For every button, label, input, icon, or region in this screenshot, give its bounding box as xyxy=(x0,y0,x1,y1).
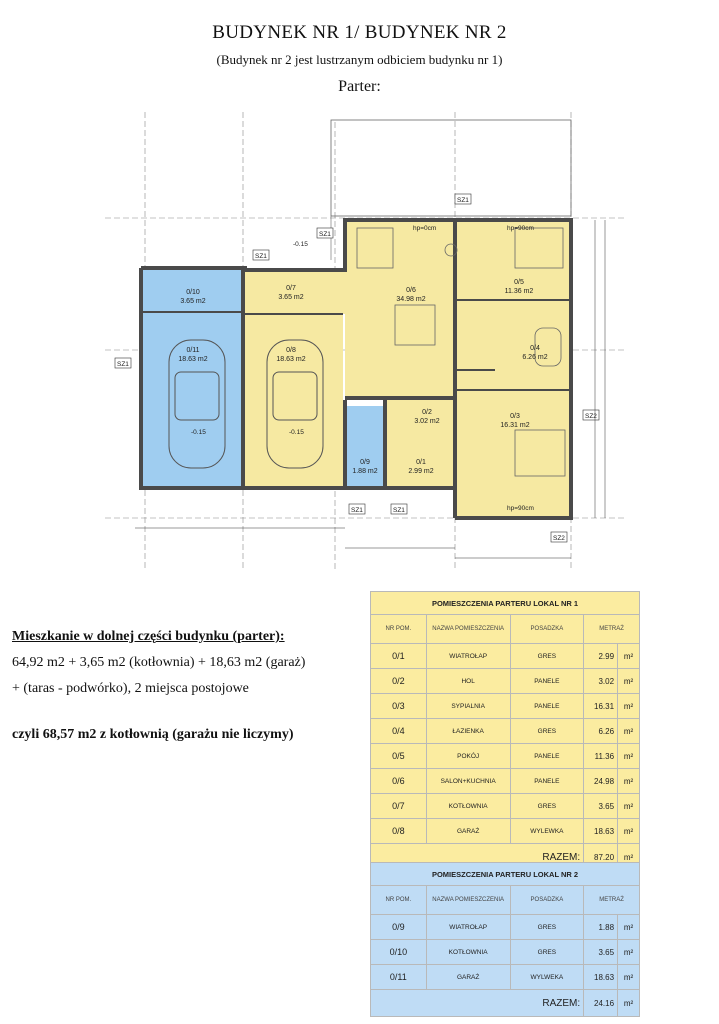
room-flooring: WYLEWKA xyxy=(510,819,584,844)
room-name: SALON+KUCHNIA xyxy=(426,769,510,794)
room-area: 3.65 xyxy=(584,940,618,965)
plan-room-area: 3.65 m2 xyxy=(180,298,206,305)
plan-room-label: 0/5 xyxy=(514,279,524,286)
plan-room-area: 18.63 m2 xyxy=(178,356,208,363)
table-row xyxy=(371,819,640,844)
area-unit: m² xyxy=(618,694,640,719)
room-number: 0/4 xyxy=(371,719,427,744)
room-name: HOL xyxy=(426,669,510,694)
plan-room-label: 0/4 xyxy=(530,345,540,352)
column-header: POSADZKA xyxy=(510,886,584,915)
description-line: + (taras - podwórko), 2 miejsca postojowe xyxy=(12,680,249,696)
level-mark: -0.15 xyxy=(293,241,308,248)
plan-room-area: 11.36 m2 xyxy=(504,288,534,295)
room-flooring: PANELE xyxy=(510,744,584,769)
plan-room-area: 3.02 m2 xyxy=(414,418,440,425)
room-area: 3.02 xyxy=(584,669,618,694)
room-area: 11.36 xyxy=(584,744,618,769)
room-flooring: GRES xyxy=(510,940,584,965)
plan-room-area: 3.65 m2 xyxy=(278,294,304,301)
area-unit: m² xyxy=(618,990,640,1017)
plan-room-area: 34.98 m2 xyxy=(396,296,426,303)
room-number: 0/6 xyxy=(371,769,427,794)
window-marker: SZ2 xyxy=(553,535,565,542)
room-name: KOTŁOWNIA xyxy=(426,794,510,819)
table-row xyxy=(371,669,640,694)
plan-room-area: 6.26 m2 xyxy=(522,354,548,361)
table-row xyxy=(371,965,640,990)
plan-room-label: 0/6 xyxy=(406,287,416,294)
area-unit: m² xyxy=(618,769,640,794)
room-area: 16.31 xyxy=(584,694,618,719)
room-name: GARAŻ xyxy=(426,965,510,990)
column-header: NAZWA POMIESZCZENIA xyxy=(426,886,510,915)
area-unit: m² xyxy=(618,844,640,871)
plan-room-area: 16.31 m2 xyxy=(500,422,530,429)
room-area: 1.88 xyxy=(584,915,618,940)
height-note: hp=90cm xyxy=(507,505,534,512)
room-flooring: WYLWEKA xyxy=(510,965,584,990)
apartment-description xyxy=(12,624,362,748)
room-name: POKÓJ xyxy=(426,744,510,769)
room-flooring: GRES xyxy=(510,794,584,819)
room-area: 6.26 xyxy=(584,719,618,744)
room-flooring: PANELE xyxy=(510,769,584,794)
rooms-table-unit-2 xyxy=(370,862,640,1017)
page-title: BUDYNEK NR 1/ BUDYNEK NR 2 xyxy=(212,22,507,43)
height-note: hp=0cm xyxy=(413,225,437,232)
room-flooring: GRES xyxy=(510,719,584,744)
room-flooring: PANELE xyxy=(510,694,584,719)
window-marker: SZ1 xyxy=(117,361,129,368)
window-marker: SZ1 xyxy=(255,253,267,260)
column-header: NR POM. xyxy=(371,615,427,644)
room-name: WIATROŁAP xyxy=(426,915,510,940)
rooms-table-unit-1 xyxy=(370,591,640,871)
page-subtitle: (Budynek nr 2 jest lustrzanym odbiciem budynku nr 1) xyxy=(216,52,503,67)
room-flooring: GRES xyxy=(510,915,584,940)
room-number: 0/11 xyxy=(371,965,427,990)
plan-room-label: 0/3 xyxy=(510,413,520,420)
plan-room-label: 0/7 xyxy=(286,285,296,292)
room-number: 0/9 xyxy=(371,915,427,940)
room-number: 0/7 xyxy=(371,794,427,819)
table-row xyxy=(371,794,640,819)
room-name: WIATROŁAP xyxy=(426,644,510,669)
column-header: POSADZKA xyxy=(510,615,584,644)
table-total-row xyxy=(371,990,640,1017)
area-unit: m² xyxy=(618,940,640,965)
area-unit: m² xyxy=(618,719,640,744)
table-row xyxy=(371,940,640,965)
table-row xyxy=(371,694,640,719)
room-number: 0/5 xyxy=(371,744,427,769)
column-header: METRAŻ xyxy=(584,615,640,644)
table-row xyxy=(371,744,640,769)
room-area: 24.98 xyxy=(584,769,618,794)
height-note: hp=90cm xyxy=(507,225,534,232)
table-caption: POMIESZCZENIA PARTERU LOKAL NR 2 xyxy=(371,863,640,886)
plan-room-label: 0/9 xyxy=(360,459,370,466)
table-row xyxy=(371,915,640,940)
room-number: 0/1 xyxy=(371,644,427,669)
room-area: 2.99 xyxy=(584,644,618,669)
room-flooring: PANELE xyxy=(510,669,584,694)
description-line: 64,92 m2 + 3,65 m2 (kotłownia) + 18,63 m2 (garaż) xyxy=(12,654,306,670)
room-number: 0/2 xyxy=(371,669,427,694)
table-caption: POMIESZCZENIA PARTERU LOKAL NR 1 xyxy=(371,592,640,615)
plan-room-area: 18.63 m2 xyxy=(276,356,306,363)
room-flooring: GRES xyxy=(510,644,584,669)
room-area: 3.65 xyxy=(584,794,618,819)
area-unit: m² xyxy=(618,819,640,844)
room-name: GARAŻ xyxy=(426,819,510,844)
plan-room-label: 0/11 xyxy=(186,347,200,354)
room-name: SYPIALNIA xyxy=(426,694,510,719)
area-unit: m² xyxy=(618,744,640,769)
window-marker: SZ1 xyxy=(319,231,331,238)
floor-label: Parter: xyxy=(338,78,381,95)
area-unit: m² xyxy=(618,644,640,669)
total-area: 87.20 xyxy=(584,844,618,871)
plan-room-label: 0/1 xyxy=(416,459,426,466)
window-marker: SZ1 xyxy=(393,507,405,514)
room-area: 18.63 xyxy=(584,965,618,990)
plan-room-label: 0/2 xyxy=(422,409,432,416)
room-area: 18.63 xyxy=(584,819,618,844)
total-label: RAZEM: xyxy=(371,990,584,1017)
description-heading: Mieszkanie w dolnej części budynku (parter): xyxy=(12,629,285,644)
room-number: 0/3 xyxy=(371,694,427,719)
area-unit: m² xyxy=(618,965,640,990)
plan-room-label: 0/8 xyxy=(286,347,296,354)
window-marker: SZ2 xyxy=(585,413,597,420)
floor-plan xyxy=(95,100,635,578)
area-unit: m² xyxy=(618,794,640,819)
column-header: METRAŻ xyxy=(584,886,640,915)
level-mark: -0.15 xyxy=(289,429,304,436)
plan-room-area: 1.88 m2 xyxy=(352,468,378,475)
room-name: KOTŁOWNIA xyxy=(426,940,510,965)
table-row xyxy=(371,719,640,744)
description-summary: czyli 68,57 m2 z kotłownią (garażu nie liczymy) xyxy=(12,726,294,742)
plan-room-area: 2.99 m2 xyxy=(408,468,434,475)
room-number: 0/10 xyxy=(371,940,427,965)
column-header: NR POM. xyxy=(371,886,427,915)
total-area: 24.16 xyxy=(584,990,618,1017)
level-mark: -0.15 xyxy=(191,429,206,436)
area-unit: m² xyxy=(618,669,640,694)
room-number: 0/8 xyxy=(371,819,427,844)
window-marker: SZ1 xyxy=(351,507,363,514)
room-name: ŁAZIENKA xyxy=(426,719,510,744)
total-label: RAZEM: xyxy=(371,844,584,871)
table-row xyxy=(371,769,640,794)
table-row xyxy=(371,644,640,669)
plan-room-label: 0/10 xyxy=(186,289,200,296)
column-header: NAZWA POMIESZCZENIA xyxy=(426,615,510,644)
window-marker: SZ1 xyxy=(457,197,469,204)
area-unit: m² xyxy=(618,915,640,940)
